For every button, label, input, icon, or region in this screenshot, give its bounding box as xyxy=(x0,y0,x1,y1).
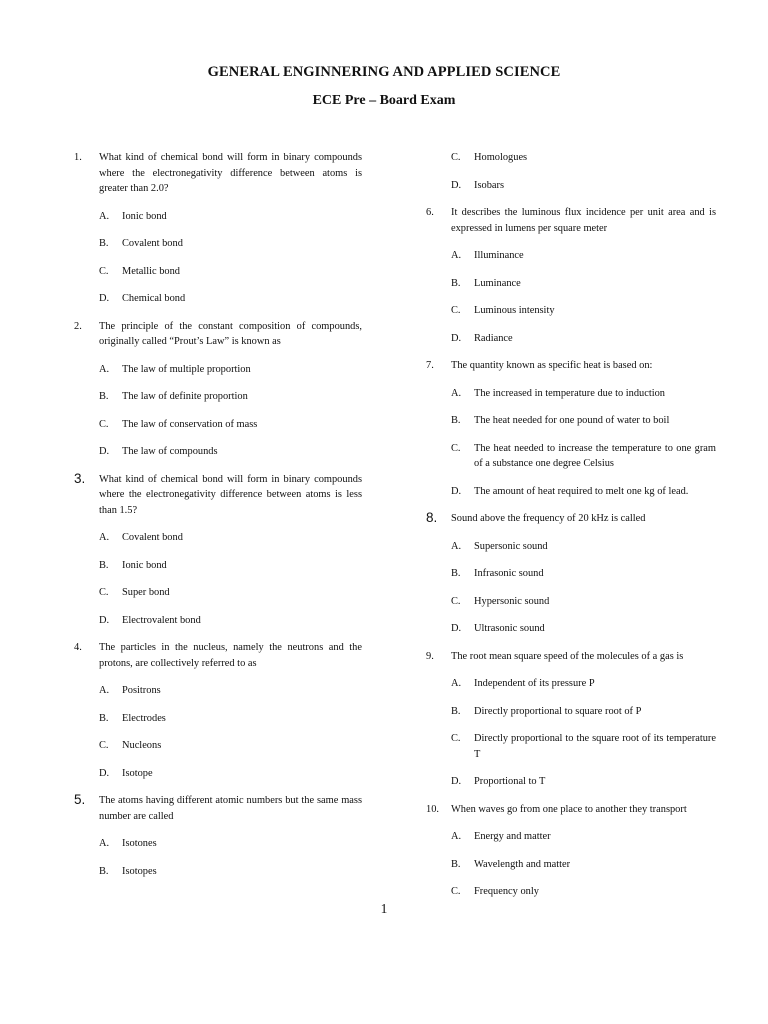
option-text: Proportional to T xyxy=(474,776,546,787)
question-number: 4. xyxy=(74,642,82,653)
option-letter: D. xyxy=(451,623,462,634)
question-text: It describes the luminous flux incidence per unit area and is expressed in lumens per square meter xyxy=(451,207,716,234)
question-text: Sound above the frequency of 20 kHz is called xyxy=(451,513,646,524)
option-text: Isobars xyxy=(474,179,505,191)
question xyxy=(426,649,716,665)
page-number: 1 xyxy=(380,901,388,916)
option-text: Positrons xyxy=(122,685,161,696)
question xyxy=(74,640,362,671)
option-letter: B. xyxy=(99,865,109,877)
answer-option xyxy=(426,621,716,637)
option-letter: A. xyxy=(451,831,462,842)
answer-option xyxy=(426,441,716,472)
option-text: Homologues xyxy=(474,152,528,163)
option-letter: C. xyxy=(451,595,461,607)
option-letter: C. xyxy=(99,265,109,277)
question xyxy=(74,319,362,350)
question xyxy=(74,472,362,519)
option-text: Covalent bond xyxy=(122,238,183,249)
option-text: Independent of its pressure P xyxy=(474,678,595,689)
question-number: 8. xyxy=(426,510,438,525)
option-text: The heat needed to increase the temperature to one gram of a substance one degree Celsius xyxy=(474,442,716,469)
question-text: The atoms having different atomic numbers but the same mass number are called xyxy=(99,795,362,822)
answer-option xyxy=(74,264,362,280)
right-column xyxy=(426,150,716,900)
option-letter: D. xyxy=(99,614,110,626)
option-letter: B. xyxy=(99,559,109,571)
answer-option xyxy=(74,613,362,629)
option-letter: C. xyxy=(451,442,461,454)
option-text: Ionic bond xyxy=(122,210,167,222)
answer-option xyxy=(74,209,362,225)
option-letter: D. xyxy=(451,485,462,497)
option-text: Wavelength and matter xyxy=(474,858,571,870)
answer-option xyxy=(426,704,716,720)
answer-option xyxy=(426,413,716,429)
option-text: Ultrasonic sound xyxy=(474,623,545,634)
question-text: What kind of chemical bond will form in binary compounds where the electronegativity difference between atoms is less than 1.5? xyxy=(99,473,362,516)
question xyxy=(426,802,716,818)
answer-option xyxy=(426,774,716,790)
left-column xyxy=(74,150,362,879)
question xyxy=(426,358,716,374)
option-text: Nucleons xyxy=(122,740,162,751)
option-letter: B. xyxy=(99,391,109,402)
option-letter: D. xyxy=(451,776,462,787)
answer-option xyxy=(74,236,362,252)
question-number: 5. xyxy=(74,792,86,807)
option-text: Electrovalent bond xyxy=(122,614,201,626)
option-letter: A. xyxy=(451,678,462,689)
answer-option xyxy=(426,857,716,873)
option-letter: A. xyxy=(451,540,462,552)
answer-option xyxy=(74,711,362,727)
option-letter: C. xyxy=(99,740,109,751)
answer-option xyxy=(74,291,362,307)
option-text: Luminous intensity xyxy=(474,305,555,316)
answer-option xyxy=(74,836,362,852)
document-subtitle: ECE Pre – Board Exam xyxy=(312,93,456,108)
answer-option xyxy=(74,585,362,601)
answer-option xyxy=(74,558,362,574)
question-number: 3. xyxy=(74,470,86,486)
answer-option xyxy=(426,248,716,264)
answer-option xyxy=(426,539,716,555)
option-letter: D. xyxy=(99,446,110,457)
option-letter: B. xyxy=(99,238,109,249)
answer-option xyxy=(74,362,362,378)
answer-option xyxy=(426,276,716,292)
answer-option xyxy=(74,683,362,699)
question-text: When waves go from one place to another they transport xyxy=(451,803,687,815)
question-number: 10. xyxy=(426,803,439,815)
option-text: Radiance xyxy=(474,332,513,344)
question-number: 9. xyxy=(426,650,434,662)
option-text: The law of compounds xyxy=(122,446,218,457)
option-letter: A. xyxy=(99,838,110,849)
question-text: The principle of the constant composition of compounds, originally called “Prout’s Law” is known as xyxy=(99,320,362,347)
option-letter: B. xyxy=(451,705,461,717)
option-text: Metallic bond xyxy=(122,265,181,277)
option-letter: C. xyxy=(99,587,109,598)
question-number: 7. xyxy=(426,360,434,371)
option-letter: C. xyxy=(451,152,461,163)
answer-option xyxy=(74,530,362,546)
answer-option xyxy=(426,386,716,402)
answer-option xyxy=(426,829,716,845)
option-letter: D. xyxy=(451,179,462,191)
answer-option xyxy=(74,417,362,433)
option-letter: B. xyxy=(451,415,461,426)
answer-option xyxy=(426,731,716,762)
option-letter: A. xyxy=(99,363,110,375)
question xyxy=(74,150,362,197)
option-letter: B. xyxy=(451,568,461,579)
option-text: Ionic bond xyxy=(122,559,167,571)
option-text: Supersonic sound xyxy=(474,540,548,552)
option-text: Hypersonic sound xyxy=(474,595,550,607)
answer-option xyxy=(426,331,716,347)
answer-option xyxy=(426,484,716,500)
option-text: Covalent bond xyxy=(122,532,183,543)
answer-option xyxy=(426,676,716,692)
answer-option xyxy=(426,594,716,610)
option-letter: A. xyxy=(451,387,462,399)
option-letter: C. xyxy=(99,418,109,430)
option-text: Chemical bond xyxy=(122,293,186,304)
option-text: The heat needed for one pound of water to boil xyxy=(474,415,670,426)
answer-option xyxy=(74,766,362,782)
question-text: The root mean square speed of the molecules of a gas is xyxy=(451,650,684,662)
question xyxy=(426,205,716,236)
question-number: 2. xyxy=(74,320,82,332)
question-number: 1. xyxy=(74,152,82,163)
question-text: The quantity known as specific heat is based on: xyxy=(451,360,653,371)
answer-option xyxy=(74,444,362,460)
option-text: Infrasonic sound xyxy=(474,568,544,579)
question-text: What kind of chemical bond will form in binary compounds where the electronegativity difference between atoms is greater than 2.0? xyxy=(99,152,362,194)
option-text: Energy and matter xyxy=(474,831,551,842)
option-text: Super bond xyxy=(122,587,170,598)
option-letter: A. xyxy=(451,250,462,261)
option-letter: B. xyxy=(451,277,461,289)
answer-option xyxy=(74,864,362,880)
question-number: 6. xyxy=(426,207,434,218)
option-letter: A. xyxy=(99,532,110,543)
answer-option xyxy=(426,178,716,194)
option-text: Directly proportional to square root of P xyxy=(474,705,642,717)
option-text: Frequency only xyxy=(474,886,539,897)
question xyxy=(74,793,362,824)
option-letter: C. xyxy=(451,886,461,897)
option-letter: C. xyxy=(451,305,461,316)
answer-option xyxy=(426,884,716,900)
option-text: The law of conservation of mass xyxy=(122,418,258,430)
option-text: Isotope xyxy=(122,767,153,779)
option-letter: C. xyxy=(451,733,461,744)
document-title: GENERAL ENGINNERING AND APPLIED SCIENCE xyxy=(207,64,561,80)
option-text: The law of multiple proportion xyxy=(122,363,251,375)
option-text: Isotones xyxy=(122,838,157,849)
option-text: The amount of heat required to melt one kg of lead. xyxy=(474,485,689,497)
question xyxy=(426,511,716,527)
option-text: Isotopes xyxy=(122,865,157,877)
option-text: Luminance xyxy=(474,277,521,289)
option-text: Directly proportional to the square root of its temperature T xyxy=(474,733,716,760)
option-letter: B. xyxy=(99,712,109,724)
option-text: Illuminance xyxy=(474,250,524,261)
answer-option xyxy=(426,303,716,319)
option-text: The law of definite proportion xyxy=(122,391,248,402)
option-letter: A. xyxy=(99,210,110,222)
option-text: The increased in temperature due to induction xyxy=(474,387,665,399)
answer-option xyxy=(74,738,362,754)
answer-option xyxy=(74,389,362,405)
answer-option xyxy=(426,566,716,582)
option-text: Electrodes xyxy=(122,712,166,724)
option-letter: D. xyxy=(451,332,462,344)
option-letter: B. xyxy=(451,858,461,870)
option-letter: D. xyxy=(99,767,110,779)
option-letter: A. xyxy=(99,685,110,696)
answer-option xyxy=(426,150,716,166)
question-text: The particles in the nucleus, namely the neutrons and the protons, are collectively referred to as xyxy=(99,642,362,669)
option-letter: D. xyxy=(99,293,110,304)
